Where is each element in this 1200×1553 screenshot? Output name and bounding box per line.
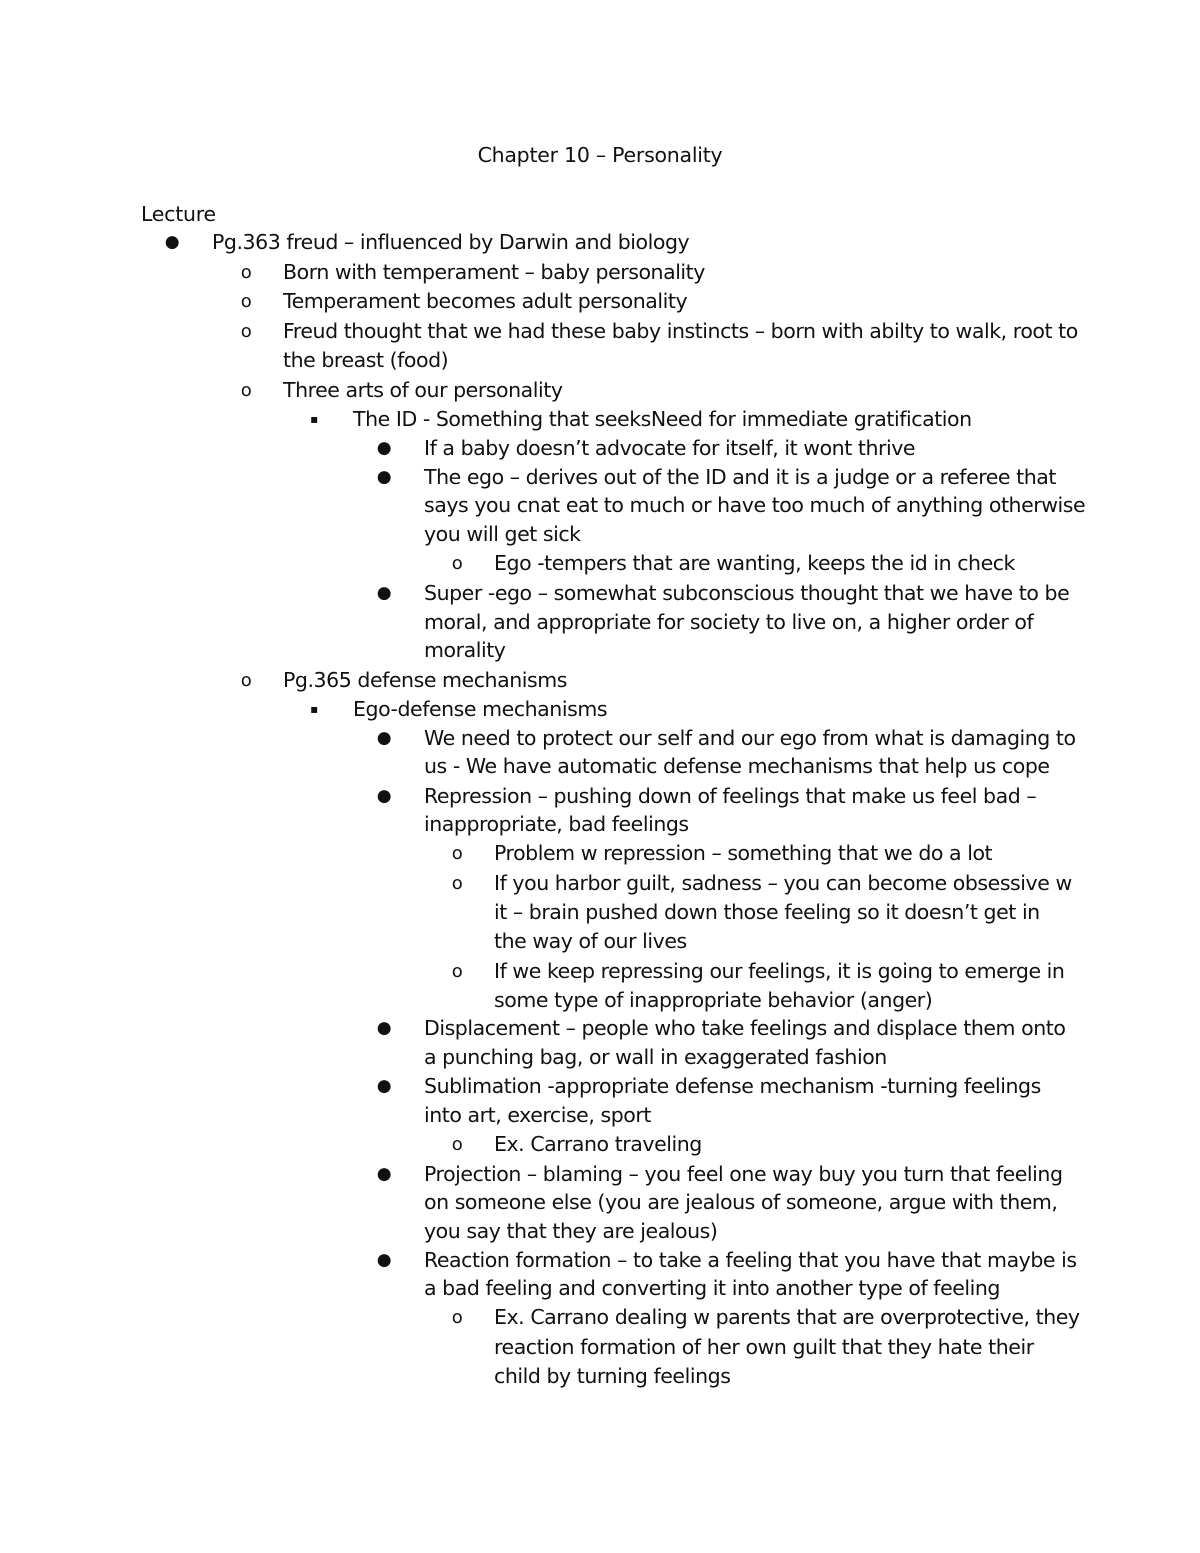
outline-line: Reaction formation – to take a feeling that you have that maybe is xyxy=(424,1248,1077,1272)
outline-line: Born with temperament – baby personality xyxy=(283,260,705,284)
bullet-circle-icon: o xyxy=(451,873,463,894)
outline-line: morality xyxy=(424,638,506,662)
outline-line: Ex. Carrano traveling xyxy=(494,1132,702,1156)
bullet-disc-icon: ● xyxy=(376,1250,392,1270)
bullet-circle-icon: o xyxy=(240,291,252,312)
outline-line: Temperament becomes adult personality xyxy=(283,289,688,313)
bullet-circle-icon: o xyxy=(240,262,252,283)
outline-line: says you cnat eat to much or have too much of anything otherwise xyxy=(424,493,1086,517)
bullet-disc-icon: ● xyxy=(376,1164,392,1184)
bullet-disc-icon: ● xyxy=(164,232,180,252)
outline-line: Problem w repression – something that we do a lot xyxy=(494,841,993,865)
outline-line: it – brain pushed down those feeling so it doesn’t get in xyxy=(494,900,1040,924)
bullet-circle-icon: o xyxy=(451,843,463,864)
bullet-disc-icon: ● xyxy=(376,1076,392,1096)
outline-line: us - We have automatic defense mechanisms that help us cope xyxy=(424,754,1050,778)
outline-line: moral, and appropriate for society to live on, a higher order of xyxy=(424,610,1034,634)
outline-line: We need to protect our self and our ego from what is damaging to xyxy=(424,726,1076,750)
bullet-circle-icon: o xyxy=(240,321,252,342)
outline-line: Ego -tempers that are wanting, keeps the id in check xyxy=(494,551,1015,575)
outline-line: Sublimation -appropriate defense mechanism -turning feelings xyxy=(424,1074,1041,1098)
outline-line: Projection – blaming – you feel one way buy you turn that feeling xyxy=(424,1162,1063,1186)
bullet-disc-icon: ● xyxy=(376,467,392,487)
bullet-square-icon: ▪ xyxy=(310,412,318,426)
outline-line: the way of our lives xyxy=(494,929,687,953)
outline-line: Ego-defense mechanisms xyxy=(353,697,608,721)
bullet-circle-icon: o xyxy=(451,961,463,982)
outline-line: Displacement – people who take feelings and displace them onto xyxy=(424,1016,1066,1040)
outline-line: Repression – pushing down of feelings that make us feel bad – xyxy=(424,784,1037,808)
outline-line: Pg.365 defense mechanisms xyxy=(283,668,567,692)
outline-line: reaction formation of her own guilt that they hate their xyxy=(494,1335,1034,1359)
section-heading: Lecture xyxy=(141,202,216,226)
outline-line: the breast (food) xyxy=(283,348,449,372)
outline-line: Pg.363 freud – influenced by Darwin and biology xyxy=(212,230,690,254)
outline-line: Freud thought that we had these baby instincts – born with abilty to walk, root to xyxy=(283,319,1078,343)
page-title: Chapter 10 – Personality xyxy=(477,143,723,167)
bullet-circle-icon: o xyxy=(240,670,252,691)
outline-line: Three arts of our personality xyxy=(283,378,563,402)
bullet-disc-icon: ● xyxy=(376,786,392,806)
outline-line: into art, exercise, sport xyxy=(424,1103,651,1127)
outline-line: a bad feeling and converting it into another type of feeling xyxy=(424,1276,1000,1300)
outline-line: a punching bag, or wall in exaggerated fashion xyxy=(424,1045,887,1069)
outline-line: Super -ego – somewhat subconscious thought that we have to be xyxy=(424,581,1070,605)
outline-line: If you harbor guilt, sadness – you can become obsessive w xyxy=(494,871,1072,895)
outline-line: you will get sick xyxy=(424,522,581,546)
outline-line: some type of inappropriate behavior (anger) xyxy=(494,988,933,1012)
outline-line: child by turning feelings xyxy=(494,1364,731,1388)
bullet-circle-icon: o xyxy=(240,380,252,401)
bullet-disc-icon: ● xyxy=(376,1018,392,1038)
bullet-square-icon: ▪ xyxy=(310,702,318,716)
bullet-circle-icon: o xyxy=(451,1134,463,1155)
outline-line: Ex. Carrano dealing w parents that are overprotective, they xyxy=(494,1305,1080,1329)
outline-line: The ego – derives out of the ID and it is a judge or a referee that xyxy=(424,465,1056,489)
outline-line: If we keep repressing our feelings, it is going to emerge in xyxy=(494,959,1065,983)
bullet-circle-icon: o xyxy=(451,553,463,574)
bullet-disc-icon: ● xyxy=(376,728,392,748)
bullet-disc-icon: ● xyxy=(376,583,392,603)
bullet-circle-icon: o xyxy=(451,1307,463,1328)
outline-line: on someone else (you are jealous of someone, argue with them, xyxy=(424,1190,1058,1214)
bullet-disc-icon: ● xyxy=(376,438,392,458)
outline-line: The ID - Something that seeksNeed for immediate gratification xyxy=(353,407,972,431)
outline-line: inappropriate, bad feelings xyxy=(424,812,689,836)
outline-line: you say that they are jealous) xyxy=(424,1219,718,1243)
outline-line: If a baby doesn’t advocate for itself, it wont thrive xyxy=(424,436,916,460)
